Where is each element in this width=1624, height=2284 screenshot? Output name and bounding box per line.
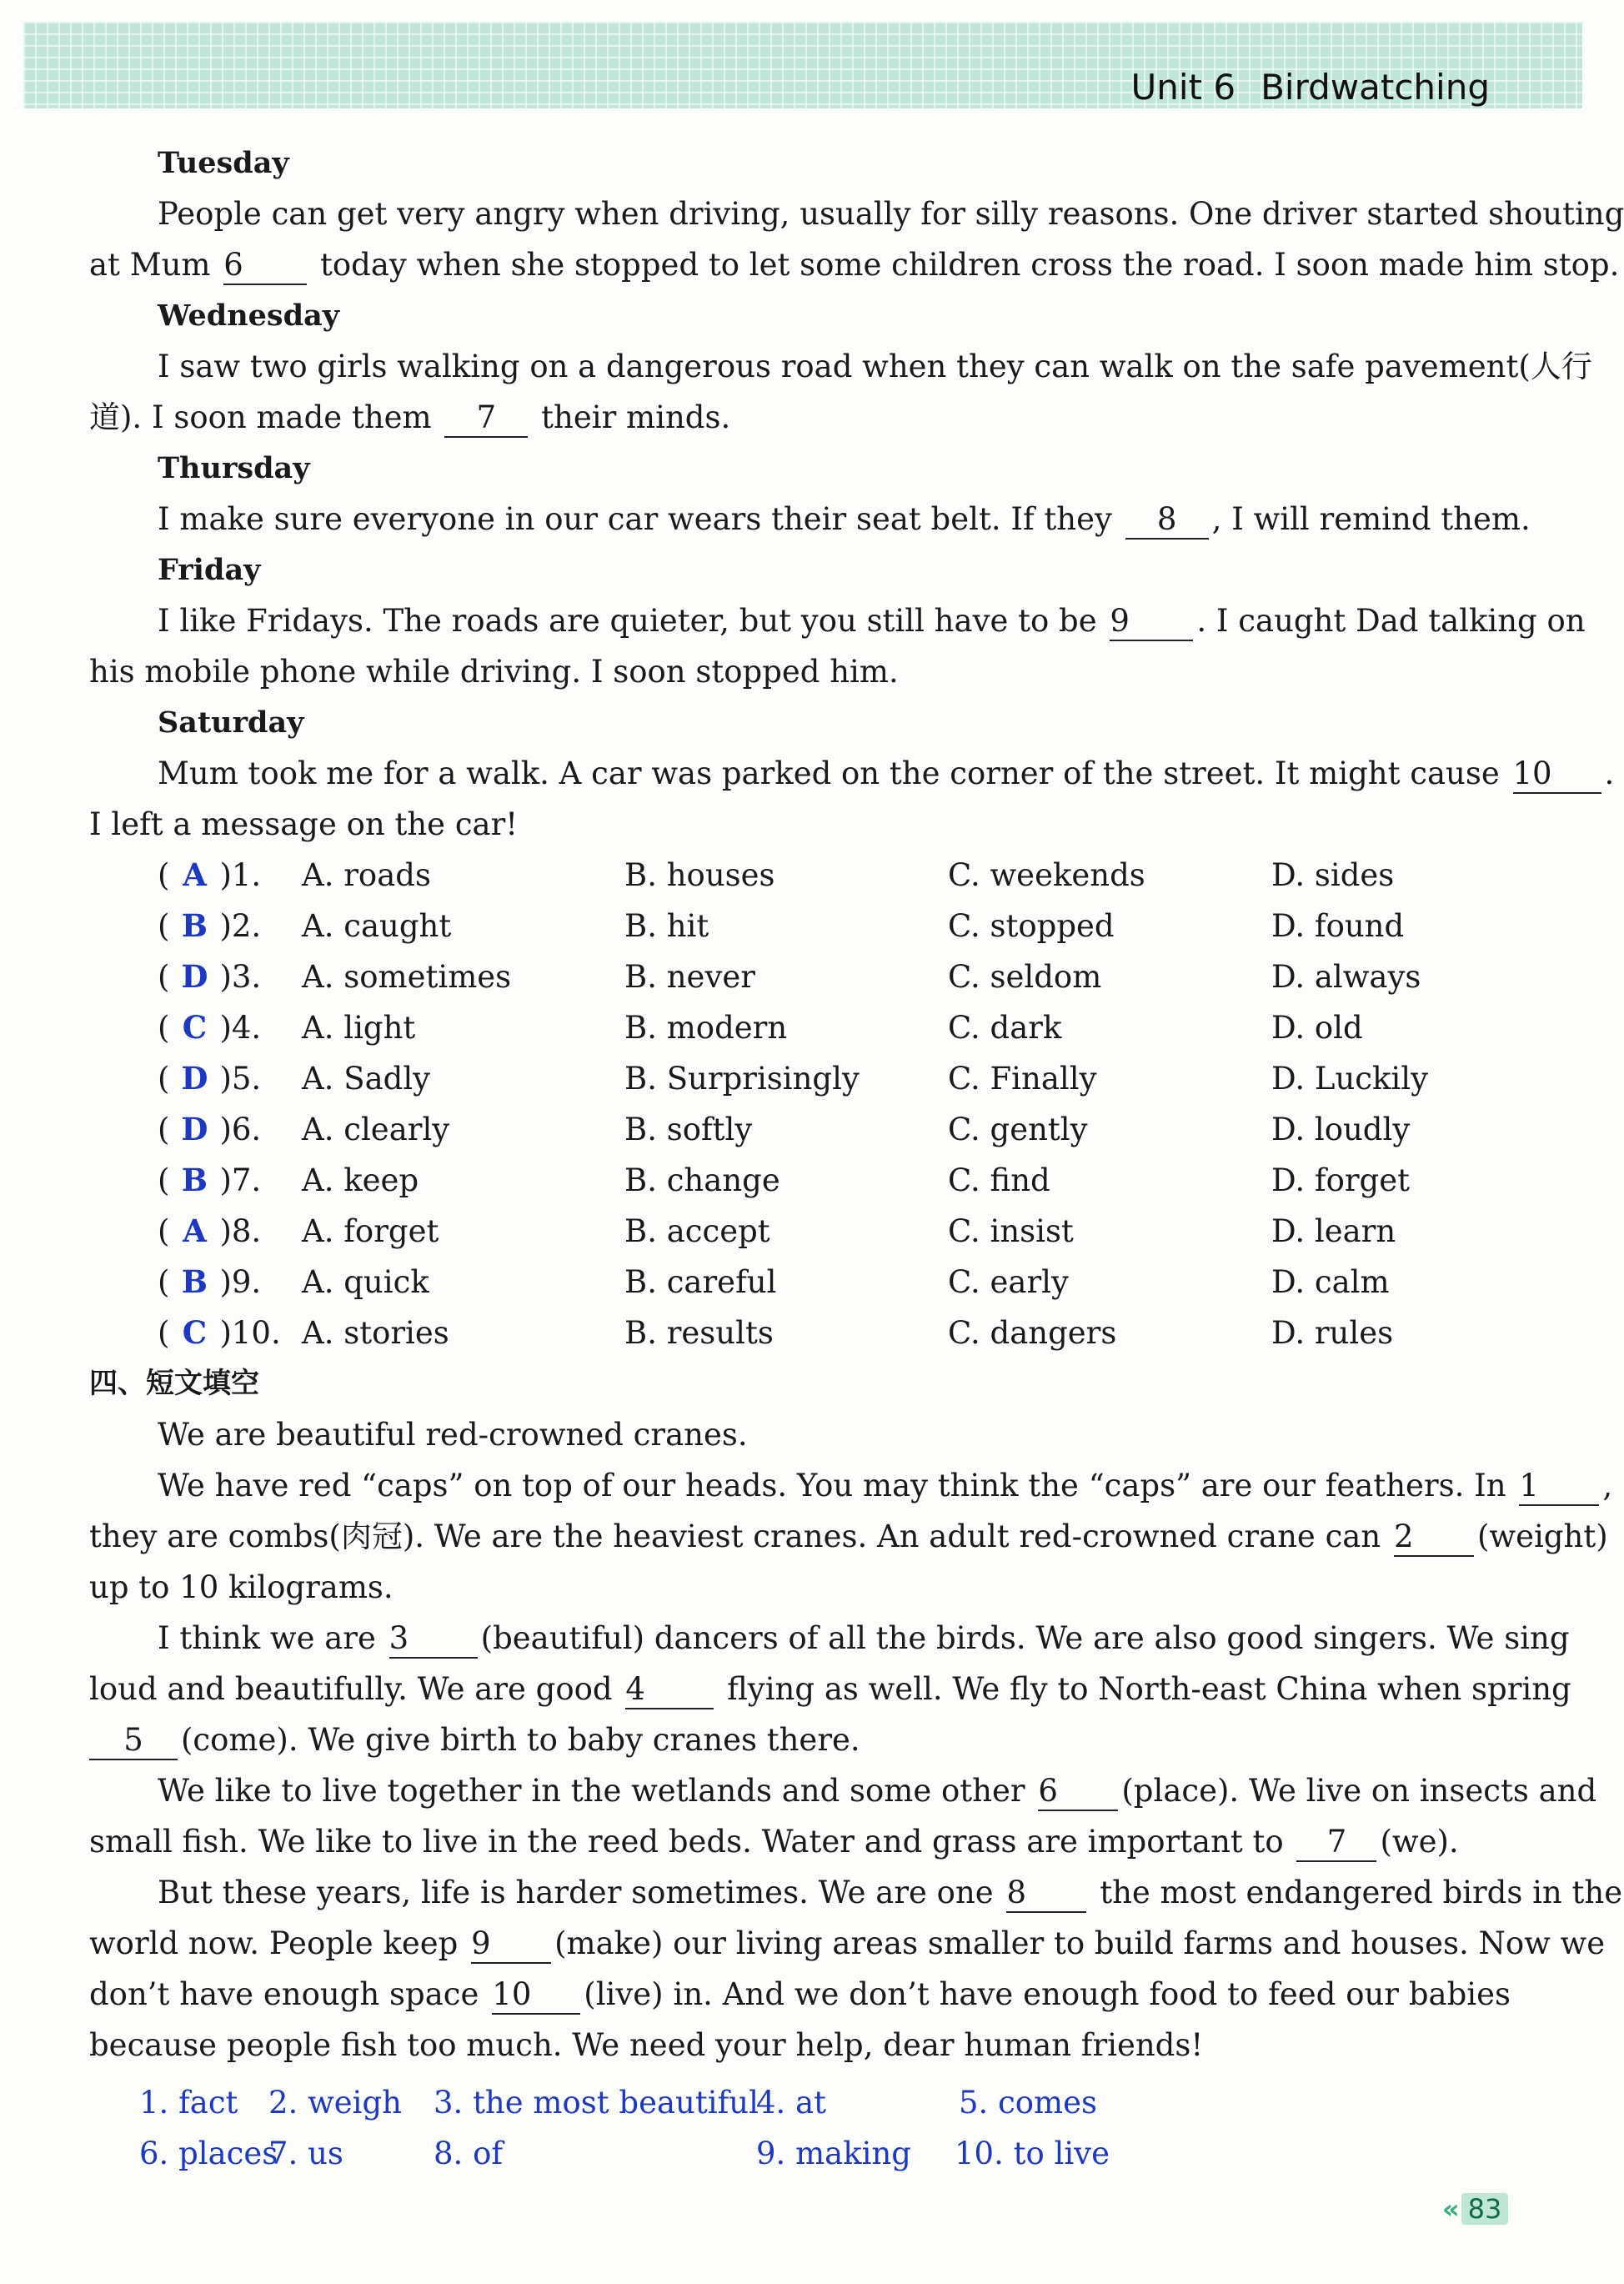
text-fragment: 道). I soon made them (89, 399, 432, 435)
answer-letter: B (181, 907, 208, 944)
mcq-row (89, 850, 1511, 901)
text-fragment: don’t have enough space (89, 1976, 479, 2012)
option-d: D. forget (1271, 1162, 1410, 1198)
blank-6: 6 (223, 247, 307, 285)
text-line (89, 1460, 1613, 1511)
answer-letter: D (181, 1060, 208, 1097)
option-d: D. rules (1271, 1315, 1394, 1351)
mcq-row (89, 1104, 1511, 1155)
text-line (89, 239, 1620, 290)
option-b: B. softly (624, 1112, 753, 1147)
blank-1: 1 (1519, 1468, 1599, 1506)
option-a: A. roads (302, 857, 431, 893)
blank-5: 5 (89, 1722, 178, 1760)
question-number: )5. (219, 1061, 262, 1097)
text-line (89, 1664, 1571, 1714)
question-number: )2. (219, 908, 262, 944)
text-fragment: . (1604, 755, 1615, 791)
option-b: B. accept (624, 1213, 770, 1249)
text-fragment: But these years, life is harder sometimes. We are one (158, 1875, 994, 1910)
answer-slot: ( C )4. (158, 1002, 261, 1053)
option-a: A. quick (302, 1264, 429, 1300)
option-b: B. Surprisingly (624, 1061, 860, 1097)
answer-slot: ( B )9. (158, 1257, 261, 1308)
answer-item: 6. places (139, 2136, 278, 2171)
text-fragment: the most endangered birds in the (1100, 1875, 1623, 1910)
text-line (89, 1714, 1511, 1765)
text-fragment: (make) our living areas smaller to build farms and houses. Now we (554, 1925, 1606, 1961)
text-line: I left a message on the car! (89, 806, 519, 842)
answer-item: 3. the most beautiful (434, 2085, 759, 2121)
blank-9: 9 (1110, 603, 1193, 641)
text-line (89, 748, 1615, 799)
text-fragment: (place). We live on insects and (1121, 1773, 1597, 1809)
option-c: C. stopped (948, 908, 1115, 944)
option-b: B. never (624, 959, 755, 995)
answer-slot: ( D )6. (158, 1104, 261, 1155)
mcq-row (89, 901, 1511, 951)
answer-letter: D (181, 1111, 208, 1147)
option-a: A. light (302, 1010, 416, 1046)
text-fragment: (we). (1380, 1824, 1459, 1860)
text-line: We are beautiful red-crowned cranes. (158, 1417, 748, 1453)
option-b: B. change (624, 1162, 780, 1198)
text-fragment: , I will remind them. (1211, 501, 1531, 537)
answer-slot: ( D )3. (158, 951, 261, 1002)
answer-item: 8. of (434, 2136, 504, 2171)
text-fragment: world now. People keep (89, 1925, 459, 1961)
text-line: I saw two girls walking on a dangerous road when they can walk on the safe pavement(人行 (158, 349, 1592, 384)
option-a: A. forget (302, 1213, 439, 1249)
option-d: D. always (1271, 959, 1421, 995)
answer-slot: ( D )5. (158, 1053, 261, 1104)
option-c: C. weekends (948, 857, 1145, 893)
question-number: )6. (219, 1112, 262, 1147)
blank-6b: 6 (1038, 1773, 1118, 1811)
blank-7: 7 (444, 399, 528, 438)
answer-slot: ( B )7. (158, 1155, 261, 1206)
answer-slot: ( A )8. (158, 1206, 261, 1257)
answer-item: 10. to live (955, 2136, 1110, 2171)
answer-row (89, 2128, 1511, 2179)
text-line (89, 1969, 1511, 2020)
option-c: C. seldom (948, 959, 1102, 995)
option-d: D. Luckily (1271, 1061, 1428, 1097)
answer-slot: ( C )10. (158, 1308, 281, 1358)
text-fragment: (beautiful) dancers of all the birds. We are also good singers. We sing (480, 1620, 1570, 1656)
day-heading: Tuesday (158, 146, 289, 180)
text-line (89, 1613, 1570, 1664)
page-content (89, 138, 1624, 2179)
page-number-value: 83 (1461, 2193, 1509, 2225)
text-line: his mobile phone while driving. I soon stopped him. (89, 654, 899, 690)
answer-letter: C (182, 1314, 208, 1351)
text-fragment: they are combs(肉冠). We are the heaviest cranes. An adult red-crowned crane can (89, 1518, 1381, 1554)
text-fragment: , (1602, 1468, 1613, 1503)
page-number (1442, 2193, 1508, 2225)
blank-10: 10 (1513, 755, 1601, 794)
option-d: D. calm (1271, 1264, 1390, 1300)
day-heading: Thursday (158, 451, 310, 485)
mcq-row (89, 1155, 1511, 1206)
answer-letter: C (182, 1009, 208, 1046)
text-fragment: I think we are (158, 1620, 376, 1656)
text-line (89, 1867, 1623, 1918)
option-c: C. find (948, 1162, 1050, 1198)
question-number: )1. (219, 857, 262, 893)
text-fragment: at Mum (89, 247, 211, 283)
option-a: A. caught (302, 908, 452, 944)
unit-label: Unit 6 (1130, 67, 1236, 108)
blank-8: 8 (1125, 501, 1209, 540)
option-b: B. results (624, 1315, 774, 1351)
text-line (89, 1511, 1608, 1562)
text-line (89, 595, 1586, 646)
text-fragment: small fish. We like to live in the reed beds. Water and grass are important to (89, 1824, 1284, 1860)
option-a: A. clearly (302, 1112, 450, 1147)
mcq-list (89, 850, 1511, 1358)
option-c: C. dark (948, 1010, 1062, 1046)
question-number: )7. (219, 1162, 262, 1198)
day-heading: Friday (158, 553, 261, 587)
answer-slot: ( B )2. (158, 901, 261, 951)
mcq-row (89, 951, 1511, 1002)
text-fragment: We like to live together in the wetlands and some other (158, 1773, 1025, 1809)
text-fragment: . I caught Dad talking on (1196, 603, 1586, 639)
blank-9b: 9 (471, 1925, 551, 1964)
answer-item: 1. fact (139, 2085, 238, 2121)
option-b: B. houses (624, 857, 775, 893)
question-number: )3. (219, 959, 262, 995)
text-line (89, 1765, 1597, 1816)
text-fragment: I like Fridays. The roads are quieter, but you still have to be (158, 603, 1097, 639)
option-d: D. loudly (1271, 1112, 1411, 1147)
question-number: )10. (219, 1315, 281, 1351)
text-fragment: (live) in. And we don’t have enough food to feed our babies (584, 1976, 1511, 2012)
option-c: C. insist (948, 1213, 1074, 1249)
text-fragment: loud and beautifully. We are good (89, 1671, 613, 1707)
text-line (89, 1918, 1606, 1969)
text-line (89, 494, 1531, 545)
option-c: C. gently (948, 1112, 1088, 1147)
option-c: C. early (948, 1264, 1069, 1300)
answer-letter: B (181, 1162, 208, 1198)
header-title (1131, 67, 1490, 108)
mcq-row (89, 1257, 1511, 1308)
text-line: People can get very angry when driving, usually for silly reasons. One driver started shouting (158, 196, 1624, 232)
text-line: up to 10 kilograms. (89, 1569, 393, 1605)
text-fragment: their minds. (541, 399, 731, 435)
option-b: B. modern (624, 1010, 788, 1046)
section-title: 四、短文填空 (89, 1367, 259, 1400)
option-b: B. hit (624, 908, 709, 944)
mcq-row (89, 1053, 1511, 1104)
blank-2: 2 (1394, 1518, 1474, 1557)
answer-slot: ( A )1. (158, 850, 261, 901)
question-number: )4. (219, 1010, 262, 1046)
option-d: D. old (1271, 1010, 1363, 1046)
answer-item: 9. making (756, 2136, 911, 2171)
option-a: A. sometimes (302, 959, 512, 995)
blank-7b: 7 (1296, 1824, 1376, 1862)
text-fragment: (weight) (1476, 1518, 1608, 1554)
text-line (89, 392, 1511, 443)
option-d: D. learn (1271, 1213, 1396, 1249)
answer-item: 4. at (756, 2085, 826, 2121)
blank-3: 3 (389, 1620, 478, 1659)
text-fragment: We have red “caps” on top of our heads. You may think the “caps” are our feathers. In (158, 1468, 1506, 1503)
option-c: C. dangers (948, 1315, 1117, 1351)
option-a: A. keep (302, 1162, 419, 1198)
option-b: B. careful (624, 1264, 777, 1300)
answer-key (89, 2077, 1511, 2179)
unit-title: Birdwatching (1261, 67, 1490, 108)
answer-item: 5. comes (959, 2085, 1098, 2121)
answer-letter: A (183, 856, 207, 893)
day-heading: Wednesday (158, 299, 340, 333)
option-c: C. Finally (948, 1061, 1097, 1097)
answer-letter: A (183, 1212, 207, 1249)
answer-row (89, 2077, 1511, 2128)
blank-4: 4 (625, 1671, 714, 1709)
text-fragment: today when she stopped to let some children cross the road. I soon made him stop. (320, 247, 1620, 283)
answer-letter: D (181, 958, 208, 995)
option-a: A. stories (302, 1315, 449, 1351)
text-line: because people fish too much. We need your help, dear human friends! (89, 2027, 1204, 2063)
text-line (89, 1816, 1511, 1867)
mcq-row (89, 1308, 1511, 1358)
blank-8b: 8 (1006, 1875, 1086, 1913)
answer-letter: B (181, 1263, 208, 1300)
text-fragment: (come). We give birth to baby cranes there. (181, 1722, 860, 1758)
option-a: A. Sadly (302, 1061, 431, 1097)
blank-10b: 10 (492, 1976, 580, 2015)
option-d: D. found (1271, 908, 1405, 944)
mcq-row (89, 1002, 1511, 1053)
day-heading: Saturday (158, 705, 304, 740)
mcq-row (89, 1206, 1511, 1257)
answer-item: 7. us (268, 2136, 343, 2171)
question-number: )8. (219, 1213, 262, 1249)
text-fragment: flying as well. We fly to North-east China when spring (727, 1671, 1571, 1707)
chevron-left-icon: « (1442, 2193, 1460, 2225)
question-number: )9. (219, 1264, 262, 1300)
text-fragment: Mum took me for a walk. A car was parked on the corner of the street. It might cause (158, 755, 1500, 791)
answer-item: 2. weigh (268, 2085, 402, 2121)
option-d: D. sides (1271, 857, 1395, 893)
text-fragment: I make sure everyone in our car wears their seat belt. If they (158, 501, 1112, 537)
